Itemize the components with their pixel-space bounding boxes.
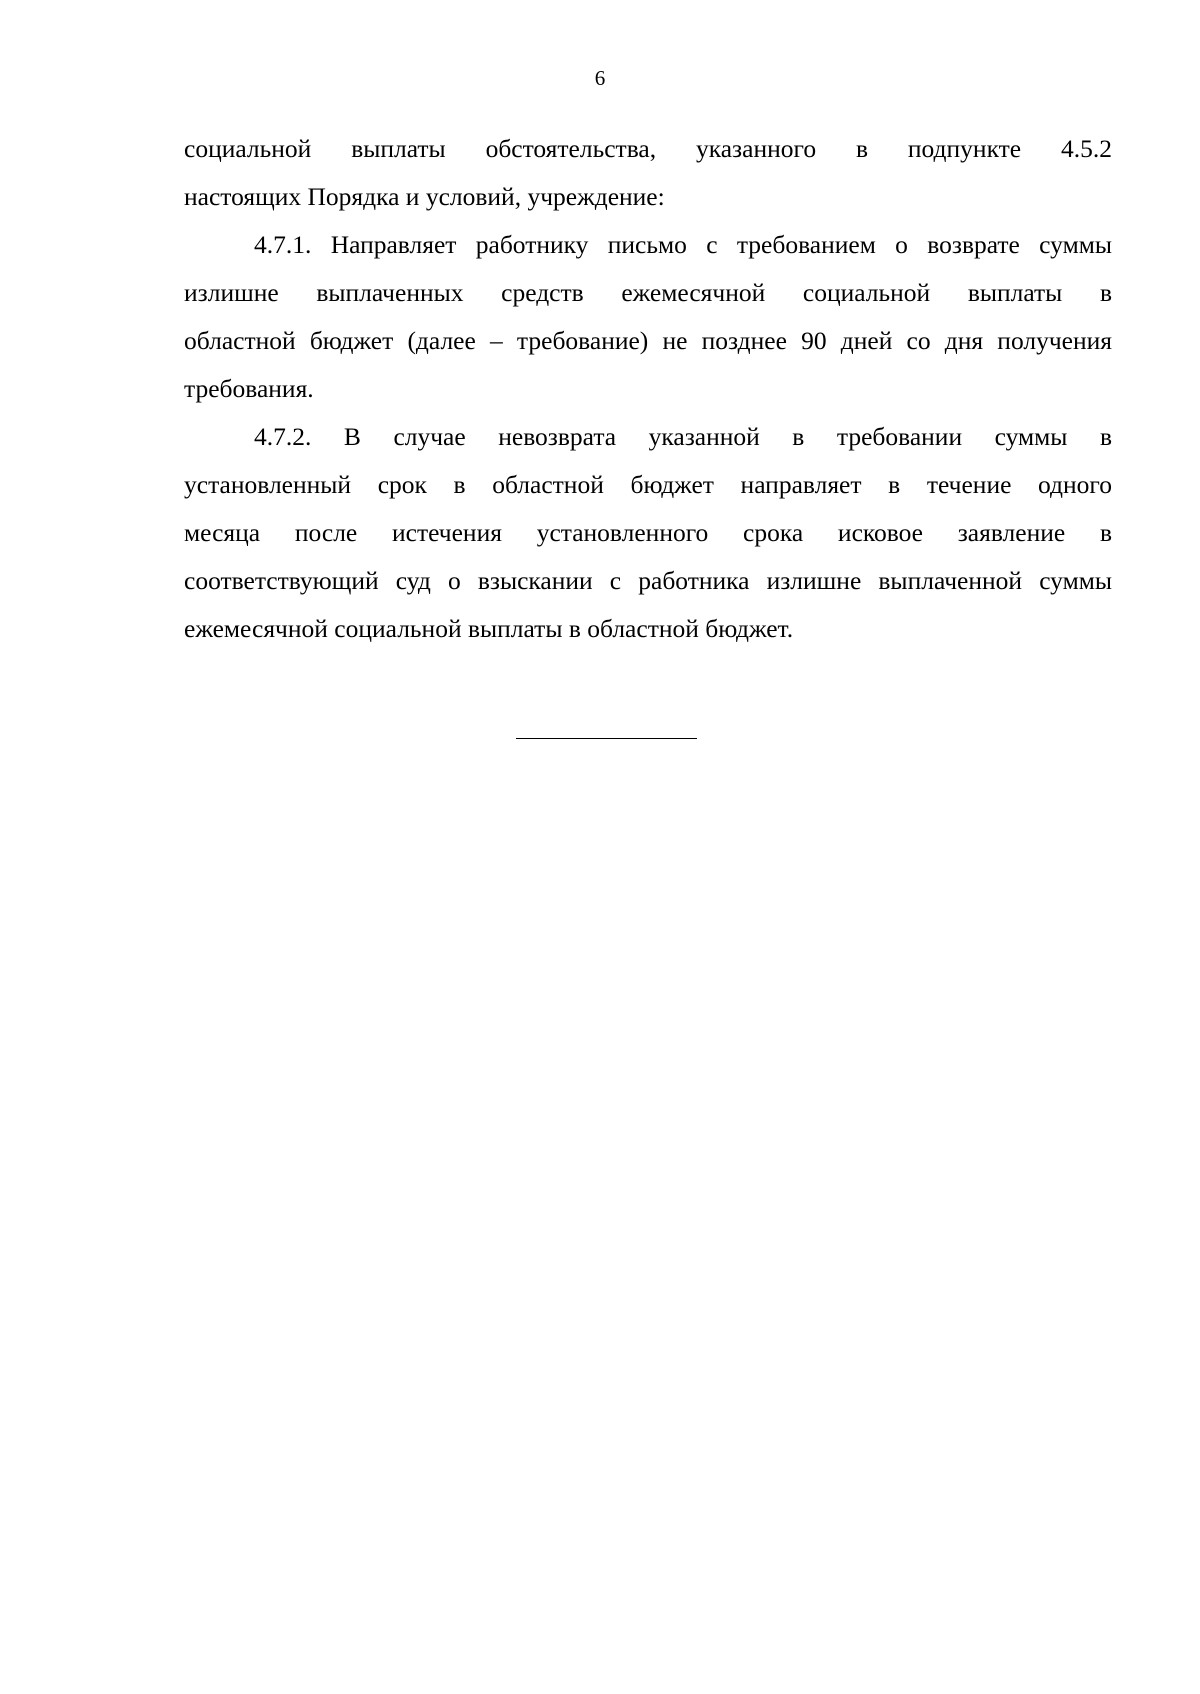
document-body	[184, 125, 1112, 653]
page-number: 6	[594, 66, 606, 90]
text-line: ежемесячной социальной выплаты в областной бюджет.	[184, 614, 794, 643]
end-separator-line	[516, 738, 697, 739]
text-line: месяца после истечения установленного срока исковое заявление в	[184, 518, 1112, 547]
paragraph-clause-4-7-2	[184, 413, 1112, 653]
paragraph-continuation	[184, 125, 1112, 221]
text-line: областной бюджет (далее – требование) не позднее 90 дней со дня получения	[184, 326, 1112, 355]
text-line: настоящих Порядка и условий, учреждение:	[184, 182, 665, 211]
text-line: соответствующий суд о взыскании с работника излишне выплаченной суммы	[184, 566, 1112, 595]
text-line: 4.7.2. В случае невозврата указанной в требовании суммы в	[254, 422, 1112, 451]
paragraph-clause-4-7-1	[184, 221, 1112, 413]
text-line: установленный срок в областной бюджет направляет в течение одного	[184, 470, 1112, 499]
text-line: социальной выплаты обстоятельства, указанного в подпункте 4.5.2	[184, 134, 1112, 163]
text-line: излишне выплаченных средств ежемесячной социальной выплаты в	[184, 278, 1112, 307]
text-line: 4.7.1. Направляет работнику письмо с требованием о возврате суммы	[254, 230, 1112, 259]
text-line: требования.	[184, 374, 314, 403]
